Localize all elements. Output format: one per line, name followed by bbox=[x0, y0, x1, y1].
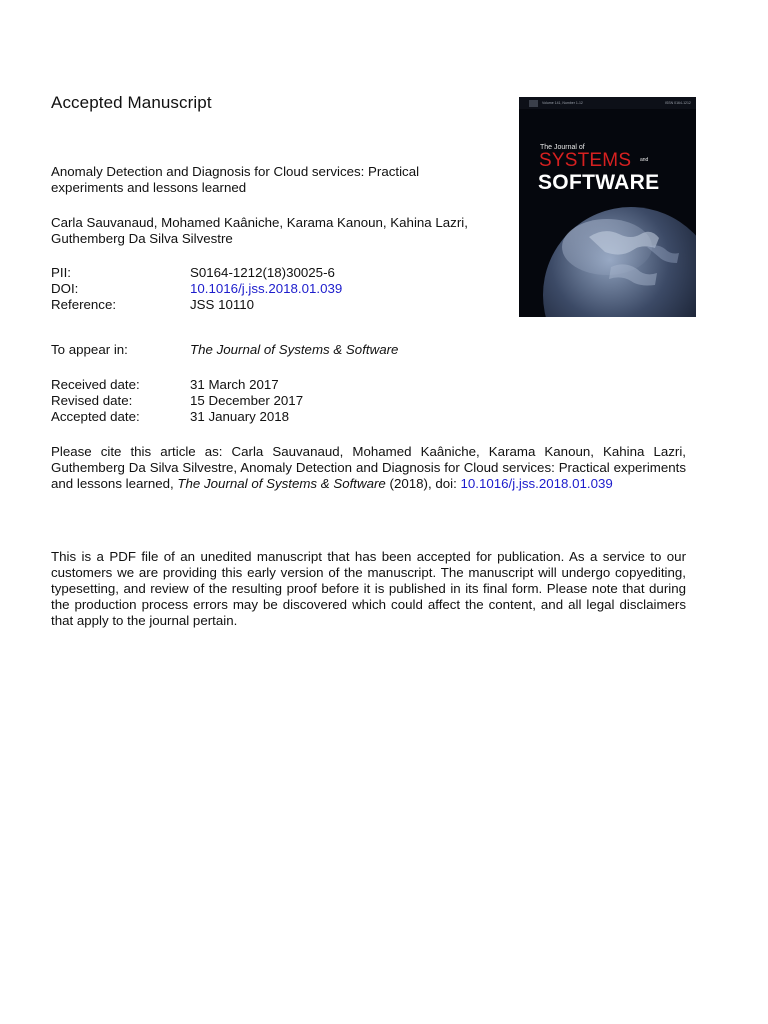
article-title: Anomaly Detection and Diagnosis for Cloud services: Practical experiments and lessons learned bbox=[51, 164, 420, 195]
citation-paragraph bbox=[51, 444, 686, 492]
cover-and: and bbox=[640, 157, 649, 163]
citation-text: Please cite this article as: Carla Sauvanaud, Mohamed Kaâniche, Karama Kanoun, Kahina Lazri, Guthemberg Da Silva Silvestre, Anomaly Detection and Diagnosis for Cloud services: Practical experiments and lessons learned, bbox=[51, 444, 686, 491]
doi-label: DOI: bbox=[51, 281, 79, 296]
reference-row bbox=[51, 297, 342, 313]
received-label: Received date: bbox=[51, 377, 140, 392]
accepted-row bbox=[51, 409, 303, 425]
cover-systems: SYSTEMS bbox=[539, 150, 632, 171]
pii-row bbox=[51, 265, 342, 281]
citation-year: (2018), doi: bbox=[385, 476, 461, 491]
received-value: 31 March 2017 bbox=[190, 377, 279, 392]
identifier-block bbox=[51, 265, 342, 313]
page-heading: Accepted Manuscript bbox=[51, 93, 212, 112]
publisher-logo-icon bbox=[529, 100, 538, 107]
revised-value: 15 December 2017 bbox=[190, 393, 304, 408]
received-row bbox=[51, 377, 303, 393]
cover-journal-prefix: The Journal of bbox=[540, 144, 585, 151]
pii-value: S0164-1212(18)30025-6 bbox=[190, 265, 335, 280]
pii-label: PII: bbox=[51, 265, 71, 280]
reference-label: Reference: bbox=[51, 297, 117, 312]
appear-journal: The Journal of Systems & Software bbox=[190, 342, 399, 357]
dates-block bbox=[51, 377, 303, 425]
journal-cover bbox=[519, 97, 696, 317]
accepted-label: Accepted date: bbox=[51, 409, 140, 424]
cover-issn: ISSN 0164-1212 bbox=[665, 101, 691, 105]
revised-row bbox=[51, 393, 303, 409]
appear-row bbox=[51, 342, 398, 358]
accepted-value: 31 January 2018 bbox=[190, 409, 290, 424]
manuscript-notice: This is a PDF file of an unedited manuscript that has been accepted for publication. As a service to our customers we are providing this early version of the manuscript. The manuscript will undergo copyediting, typesetting, and review of the resulting proof before it is published in its final form. Please note that during the production process errors may be discovered which could affect the content, and all legal disclaimers that apply to the journal pertain. bbox=[51, 549, 686, 628]
doi-row bbox=[51, 281, 342, 297]
citation-journal: The Journal of Systems & Software bbox=[177, 476, 386, 491]
reference-value: JSS 10110 bbox=[190, 297, 255, 312]
appear-label: To appear in: bbox=[51, 342, 128, 357]
revised-label: Revised date: bbox=[51, 393, 133, 408]
cover-volume: Volume 141, Number 1-12 bbox=[542, 101, 583, 105]
doi-link[interactable]: 10.1016/j.jss.2018.01.039 bbox=[190, 281, 343, 296]
article-authors: Carla Sauvanaud, Mohamed Kaâniche, Karama Kanoun, Kahina Lazri, Guthemberg Da Silva Silvestre bbox=[51, 215, 468, 246]
citation-doi-link[interactable]: 10.1016/j.jss.2018.01.039 bbox=[460, 476, 613, 491]
cover-artwork bbox=[519, 97, 696, 317]
cover-software: SOFTWARE bbox=[538, 171, 660, 194]
appear-block bbox=[51, 342, 398, 358]
